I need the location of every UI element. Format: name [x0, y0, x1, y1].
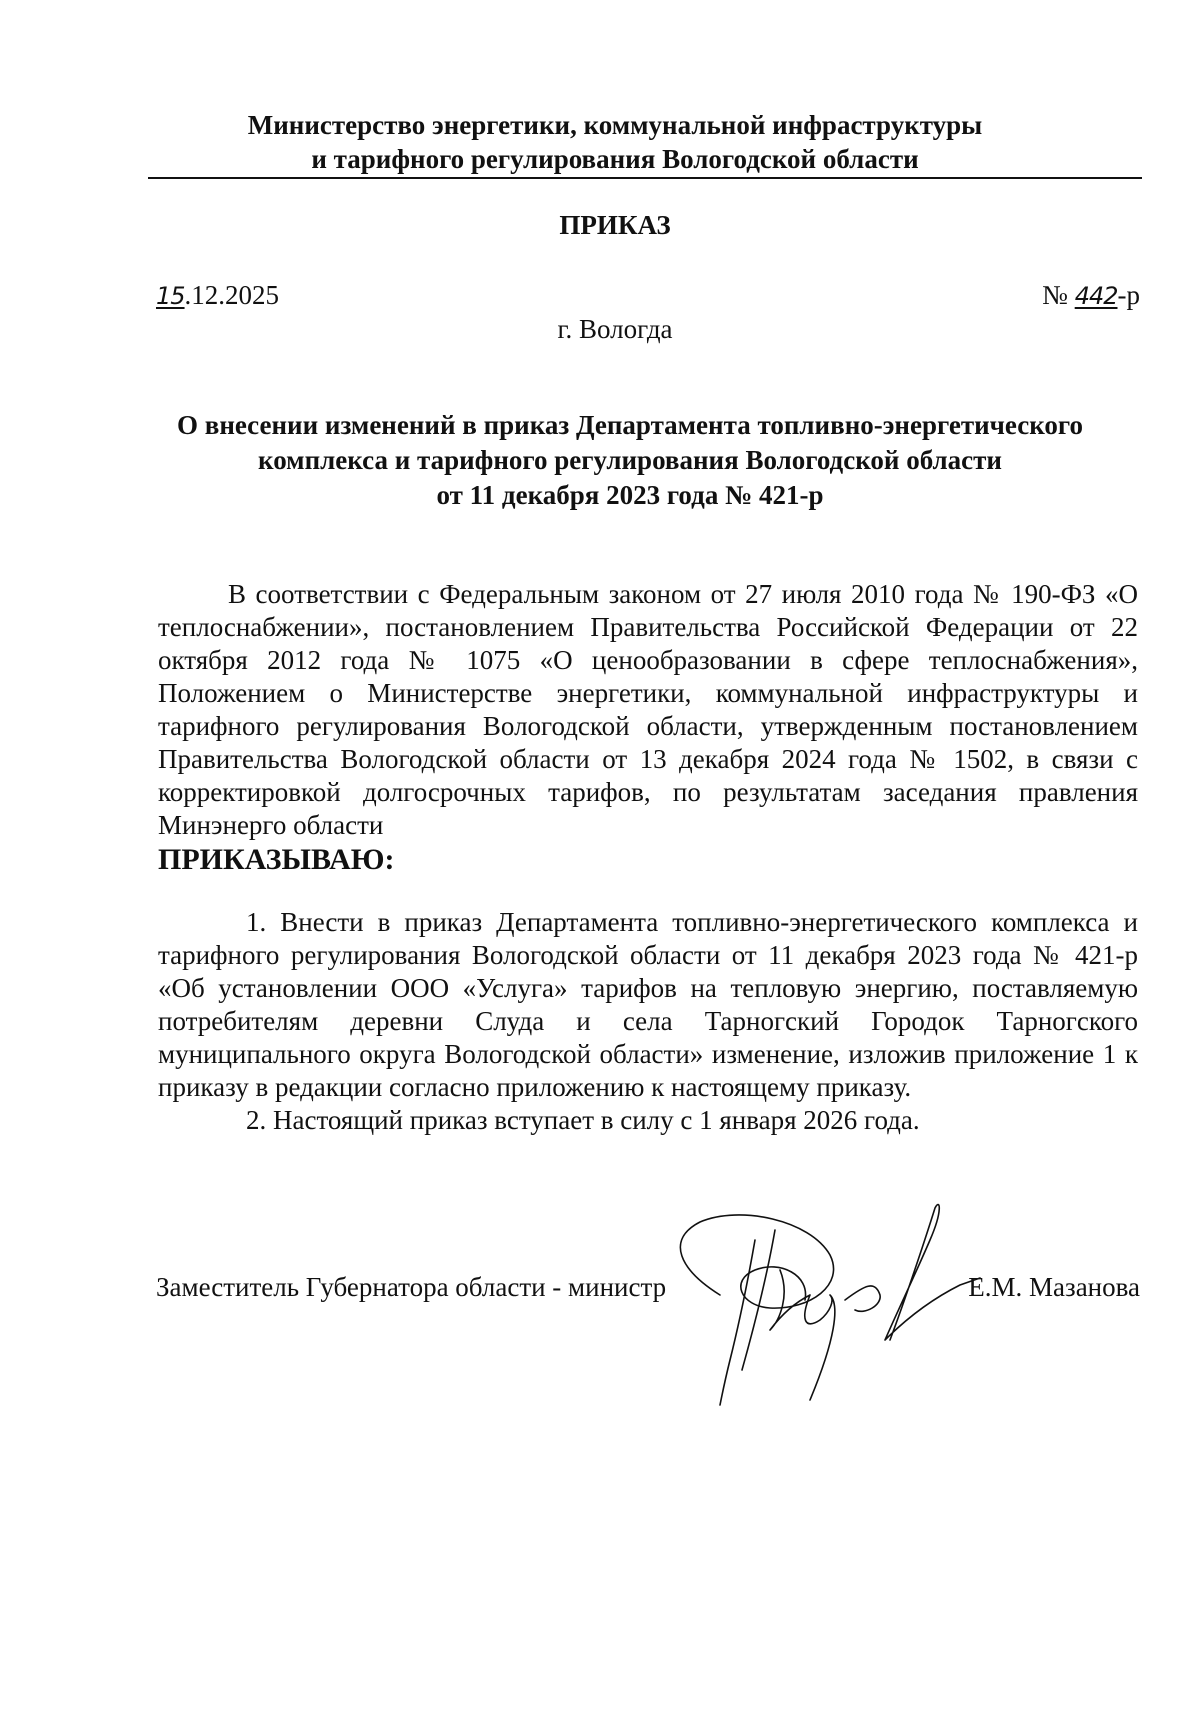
header-divider: [148, 177, 1142, 179]
order-subject: [148, 408, 1142, 513]
subject-line-3: от 11 декабря 2023 года № 421-р: [436, 480, 824, 510]
order-date: [156, 280, 279, 311]
number-suffix: -р: [1117, 280, 1140, 310]
ministry-header: [148, 108, 1142, 176]
handwritten-day: 15: [156, 282, 185, 310]
date-rest: .12.2025: [184, 280, 280, 310]
handwritten-signature: [660, 1200, 990, 1410]
handwritten-number: 442: [1074, 282, 1118, 310]
ministry-line-1: Министерство энергетики, коммунальной инфраструктуры: [247, 110, 983, 140]
order-city: г. Вологда: [557, 314, 673, 344]
preamble: [158, 578, 1138, 842]
order-item-1: 1. Внести в приказ Департамента топливно-энергетического комплекса и тарифного регулирования Вологодской области от 11 декабря 2023 года № 421-р «Об установлении ООО «Услуга» тарифов на тепловую энергию, поставляемую потребителям деревни Слуда и села Тарногский Городок Тарногского муниципального округа Вологодской области» изменение, изложив приложение 1 к приказу в редакции согласно приложению к настоящему приказу.: [158, 907, 1138, 1102]
ministry-line-2: и тарифного регулирования Вологодской области: [311, 144, 919, 174]
subject-line-2: комплекса и тарифного регулирования Вологодской области: [258, 445, 1002, 475]
signatory-position: Заместитель Губернатора области - министр: [156, 1272, 667, 1302]
order-number: [1042, 280, 1140, 311]
command-word: ПРИКАЗЫВАЮ:: [158, 843, 395, 876]
subject-line-1: О внесении изменений в приказ Департамента топливно-энергетического: [176, 410, 1083, 440]
order-items: [158, 906, 1138, 1137]
order-item-2: 2. Настоящий приказ вступает в силу с 1 января 2026 года.: [246, 1105, 920, 1135]
order-title: ПРИКАЗ: [559, 210, 671, 240]
number-prefix: №: [1042, 280, 1075, 310]
signatory-name: Е.М. Мазанова: [968, 1272, 1140, 1302]
preamble-paragraph: В соответствии с Федеральным законом от 27 июля 2010 года № 190-ФЗ «О теплоснабжении», постановлением Правительства Российской Федерации от 22 октября 2012 года № 1075 «О ценообразовании в сфере теплоснабжения», Положением о Министерстве энергетики, коммунальной инфраструктуры и тарифного регулирования Вологодской области, утвержденным постановлением Правительства Вологодской области от 13 декабря 2024 года № 1502, в связи с корректировкой долгосрочных тарифов, по результатам заседания правления Минэнерго области: [158, 579, 1138, 840]
